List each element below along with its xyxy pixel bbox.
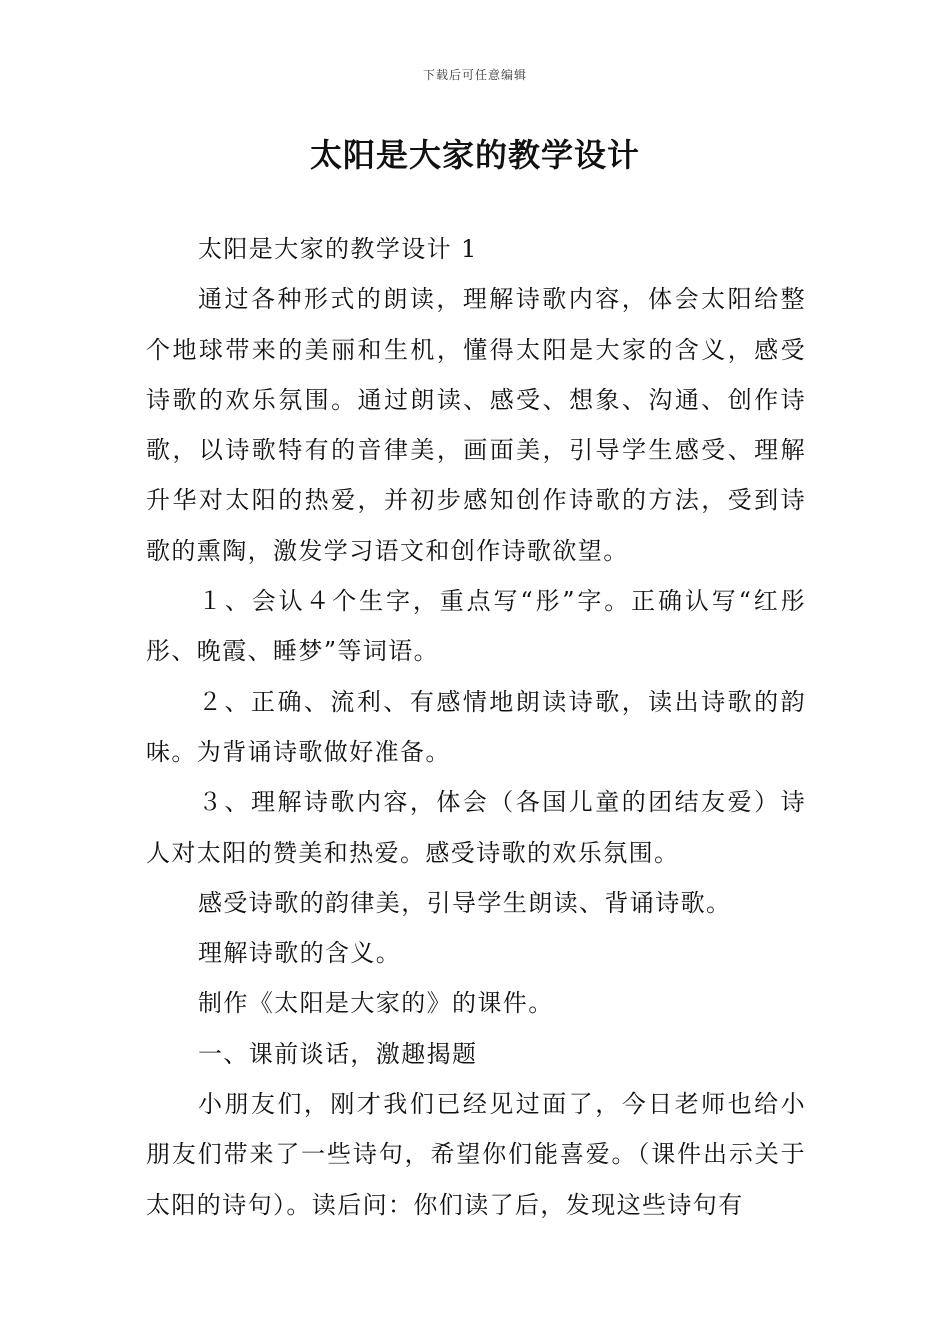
document-body [146,224,806,1230]
paragraph-difficulty: 理解诗歌的含义。 [198,939,402,968]
paragraph-goal-2: ２、正确、流利、有感情地朗读诗歌，读出诗歌的韵味。为背诵诗歌做好准备。 [146,687,806,766]
paragraph-step-1-heading: 一、课前谈话，激趣揭题 [198,1039,478,1068]
section-heading: 太阳是大家的教学设计 1 [198,235,478,263]
paragraph-preparation: 制作《太阳是大家的》的课件。 [198,989,554,1018]
paragraph-goal-1: １、会认４个生字，重点写“彤”字。正确认写“红彤彤、晚霞、睡梦”等词语。 [146,587,806,666]
paragraph-step-1-content: 小朋友们，刚才我们已经见过面了，今日老师也给小朋友们带来了一些诗句，希望你们能喜爱。（课件出示关于太阳的诗句）。读后问：你们读了后，发现这些诗句有 [146,1090,806,1219]
header-note: 下载后可任意编辑 [422,68,527,82]
paragraph-key-point: 感受诗歌的韵律美，引导学生朗读、背诵诗歌。 [198,888,732,917]
paragraph-objectives-intro: 通过各种形式的朗读，理解诗歌内容，体会太阳给整个地球带来的美丽和生机，懂得太阳是大家的含义，感受诗歌的欢乐氛围。通过朗读、感受、想象、沟通、创作诗歌，以诗歌特有的音律美，画面美，引导学生感受、理解升华对太阳的热爱，并初步感知创作诗歌的方法，受到诗歌的熏陶，激发学习语文和创作诗歌欲望。 [146,285,806,565]
document-title: 太阳是大家的教学设计 [309,136,640,174]
paragraph-goal-3: ３、理解诗歌内容，体会（各国儿童的团结友爱）诗人对太阳的赞美和热爱。感受诗歌的欢乐氛围。 [146,788,806,867]
